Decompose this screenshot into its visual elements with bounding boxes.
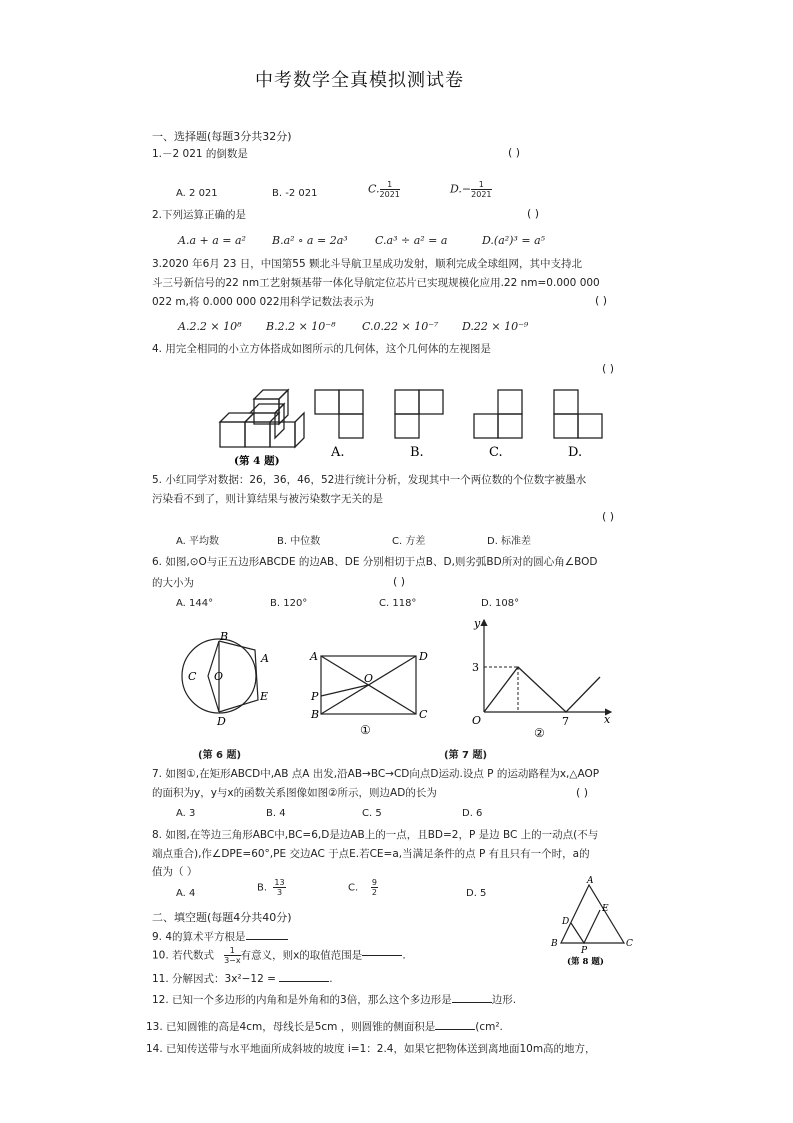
question-6-option-d: D. 108° <box>481 598 520 609</box>
question-6-option-b: B. 120° <box>270 598 308 609</box>
question-7-line-2: 的面积为y，y与x的函数关系图像如图②所示，则边AD的长为 <box>152 787 437 799</box>
question-2-option-a: A.a + a = a² <box>178 234 246 247</box>
question-6-figure <box>172 628 282 728</box>
rect-point-c: C <box>419 708 428 721</box>
question-3-line-1: 3.2020 年6月 23 日，中国第55 颗北斗导航卫星成功发射，顺利完成全球组网，其中支持北 <box>152 258 582 270</box>
q4-option-b-view <box>395 390 443 438</box>
q4-option-c-view <box>474 390 522 438</box>
point-e-label: E <box>260 690 269 703</box>
question-3-answer-paren: ( ) <box>595 294 608 307</box>
rect-point-b: B <box>311 708 320 721</box>
question-1-option-c: C. $\frac{1}{2021}$ <box>368 180 400 199</box>
question-7-answer-paren: ( ) <box>576 786 589 799</box>
question-8-option-c: C. $\frac{9}{2}$ <box>348 878 377 897</box>
question-5-option-c: C. 方差 <box>392 536 426 547</box>
rect-point-d: D <box>419 650 428 663</box>
question-10-text: 10. 若代数式 $\frac{1}{3-x}$ 有意义，则x的取值范围是 . <box>152 946 406 965</box>
question-12-text: 12. 已知一个多边形的内角和是外角和的3倍，那么这个多边形是 边形. <box>152 994 517 1006</box>
q4-option-c-label: C. <box>489 445 503 460</box>
q4-option-d-view <box>554 390 602 438</box>
question-5-option-a: A. 平均数 <box>176 536 220 547</box>
page-title: 中考数学全真模拟测试卷 <box>255 70 464 91</box>
tri-point-d: D <box>562 917 570 927</box>
question-2-answer-paren: ( ) <box>527 207 540 220</box>
question-8-line-2: 端点重合),作∠DPE=60°,PE 交边AC 于点E.若CE=a,当满足条件的点 P 有且只有一个时，a的 <box>152 848 590 860</box>
question-5-option-d: D. 标准差 <box>487 536 532 547</box>
tri-point-a: A <box>587 876 594 886</box>
tri-point-p: P <box>581 946 588 956</box>
question-3-line-2: 斗三号新信号的22 nm工艺射频基带一体化导航定位芯片已实现规模化应用.22 nm=0.000 000 <box>152 277 600 289</box>
question-8-option-d: D. 5 <box>466 888 487 899</box>
triangle-abc <box>561 885 624 943</box>
question-11-blank <box>279 981 329 982</box>
question-7-option-c: C. 5 <box>362 808 382 819</box>
question-2-option-b: B.a² ∘ a = 2a³ <box>272 234 348 247</box>
angle-dpe <box>571 910 600 943</box>
question-6-answer-paren: ( ) <box>393 575 406 588</box>
question-7-figure-rectangle <box>306 648 431 738</box>
q4-option-a-view <box>315 390 363 438</box>
question-6-caption: (第 6 题) <box>198 750 242 761</box>
section-fill-heading: 二、填空题(每题4分共40分) <box>152 911 292 924</box>
q4-option-d-label: D. <box>568 445 583 460</box>
question-7-option-d: D. 6 <box>462 808 483 819</box>
question-5-line-2: 污染看不到了，则计算结果与被污染数字无关的是 <box>152 493 383 505</box>
point-b-label: B <box>220 630 229 643</box>
question-7-line-1: 7. 如图①,在矩形ABCD中,AB 点A 出发,沿AB→BC→CD向点D运动.设点 P 的运动路程为x,△AOP <box>152 768 600 780</box>
function-line <box>484 667 600 712</box>
question-3-option-d: D.22 × 10⁻⁹ <box>462 320 529 333</box>
section-choice-heading: 一、选择题(每题3分共32分) <box>152 130 292 143</box>
x-axis-label: x <box>604 713 611 726</box>
question-7-figure-graph <box>466 615 616 740</box>
question-8-caption: (第 8 题) <box>567 957 604 967</box>
question-1-option-d: D.− $\frac{1}{2021}$ <box>450 180 492 199</box>
question-3-option-b: B.2.2 × 10⁻⁸ <box>266 320 336 333</box>
question-3-option-a: A.2.2 × 10⁸ <box>178 320 242 333</box>
question-1-text: 1.－2 021 的倒数是 <box>152 148 248 160</box>
tick-label-7: 7 <box>562 715 569 728</box>
point-c-label: C <box>188 670 197 683</box>
question-2-text: 2.下列运算正确的是 <box>152 209 247 221</box>
question-2-option-c: C.a³ ÷ a² = a <box>375 234 448 247</box>
question-12-blank <box>452 1002 492 1003</box>
origin-label: O <box>472 714 482 727</box>
question-7-caption: (第 7 题) <box>444 750 488 761</box>
tick-label-3: 3 <box>472 661 479 674</box>
question-14-text: 14. 已知传送带与水平地面所成斜坡的坡度 i=1：2.4，如果它把物体送到离地面10m高的地方， <box>146 1043 596 1055</box>
question-6-line-2: 的大小为 <box>152 577 194 589</box>
question-5-answer-paren: ( ) <box>602 510 615 523</box>
question-3-option-c: C.0.22 × 10⁻⁷ <box>362 320 439 333</box>
question-8-figure <box>546 873 636 968</box>
question-8-option-a: A. 4 <box>176 888 196 899</box>
question-5-option-b: B. 中位数 <box>277 536 321 547</box>
question-9-text: 9. 4的算术平方根是 <box>152 930 288 944</box>
rect-point-p: P <box>311 690 319 703</box>
question-8-line-1: 8. 如图,在等边三角形ABC中,BC=6,D是边AB上的一点，且BD=2，P 是边 BC 上的一动点(不与 <box>152 829 599 841</box>
question-4-figure <box>210 382 610 470</box>
question-8-line-3: 值为（ ） <box>152 866 198 878</box>
question-10-blank <box>362 955 402 956</box>
figure-2-marker: ② <box>534 726 545 740</box>
question-7-option-a: A. 3 <box>176 808 196 819</box>
question-6-option-a: A. 144° <box>176 598 214 609</box>
point-d-label: D <box>217 715 226 728</box>
question-4-caption: (第 4 题) <box>234 455 280 467</box>
q4-cube-solid <box>220 390 304 447</box>
q4-option-a-label: A. <box>331 445 345 460</box>
question-1-option-a: A. 2 021 <box>176 188 218 199</box>
point-o-label: O <box>214 670 224 683</box>
question-7-option-b: B. 4 <box>266 808 286 819</box>
y-axis-label: y <box>474 617 481 630</box>
question-1-answer-paren: ( ) <box>508 146 521 159</box>
rect-point-o: O <box>364 672 374 685</box>
tri-point-b: B <box>551 939 558 949</box>
question-5-line-1: 5. 小红同学对数据：26，36，46，52进行统计分析，发现其中一个两位数的个位数字被墨水 <box>152 474 587 486</box>
question-11-text: 11. 分解因式：3x²−12 = . <box>152 973 333 985</box>
question-4-answer-paren: ( ) <box>602 362 615 375</box>
tri-point-e: E <box>602 904 609 914</box>
tri-point-c: C <box>626 939 633 949</box>
question-2-option-d: D.(a²)³ = a⁵ <box>482 234 546 247</box>
question-9-blank <box>246 939 288 940</box>
question-8-option-b: B. $\frac{13}{3}$ <box>257 878 285 897</box>
rect-point-a: A <box>310 650 318 663</box>
q4-option-b-label: B. <box>410 445 424 460</box>
question-6-option-c: C. 118° <box>379 598 417 609</box>
question-4-text: 4. 用完全相同的小立方体搭成如图所示的几何体，这个几何体的左视图是 <box>152 343 491 355</box>
question-3-line-3: 022 m,将 0.000 000 022用科学记数法表示为 <box>152 296 375 308</box>
question-13-text: 13. 已知圆锥的高是4cm，母线长是5cm ，则圆锥的侧面积是 (cm². <box>146 1021 503 1033</box>
pentagon-edges <box>219 641 258 712</box>
question-6-line-1: 6. 如图,⊙O与正五边形ABCDE 的边AB、DE 分别相切于点B、D,则劣弧BD所对的圆心角∠BOD <box>152 556 598 568</box>
question-1-option-b: B. -2 021 <box>272 188 318 199</box>
point-a-label: A <box>261 652 269 665</box>
question-13-blank <box>435 1029 475 1030</box>
figure-1-marker: ① <box>360 723 371 737</box>
